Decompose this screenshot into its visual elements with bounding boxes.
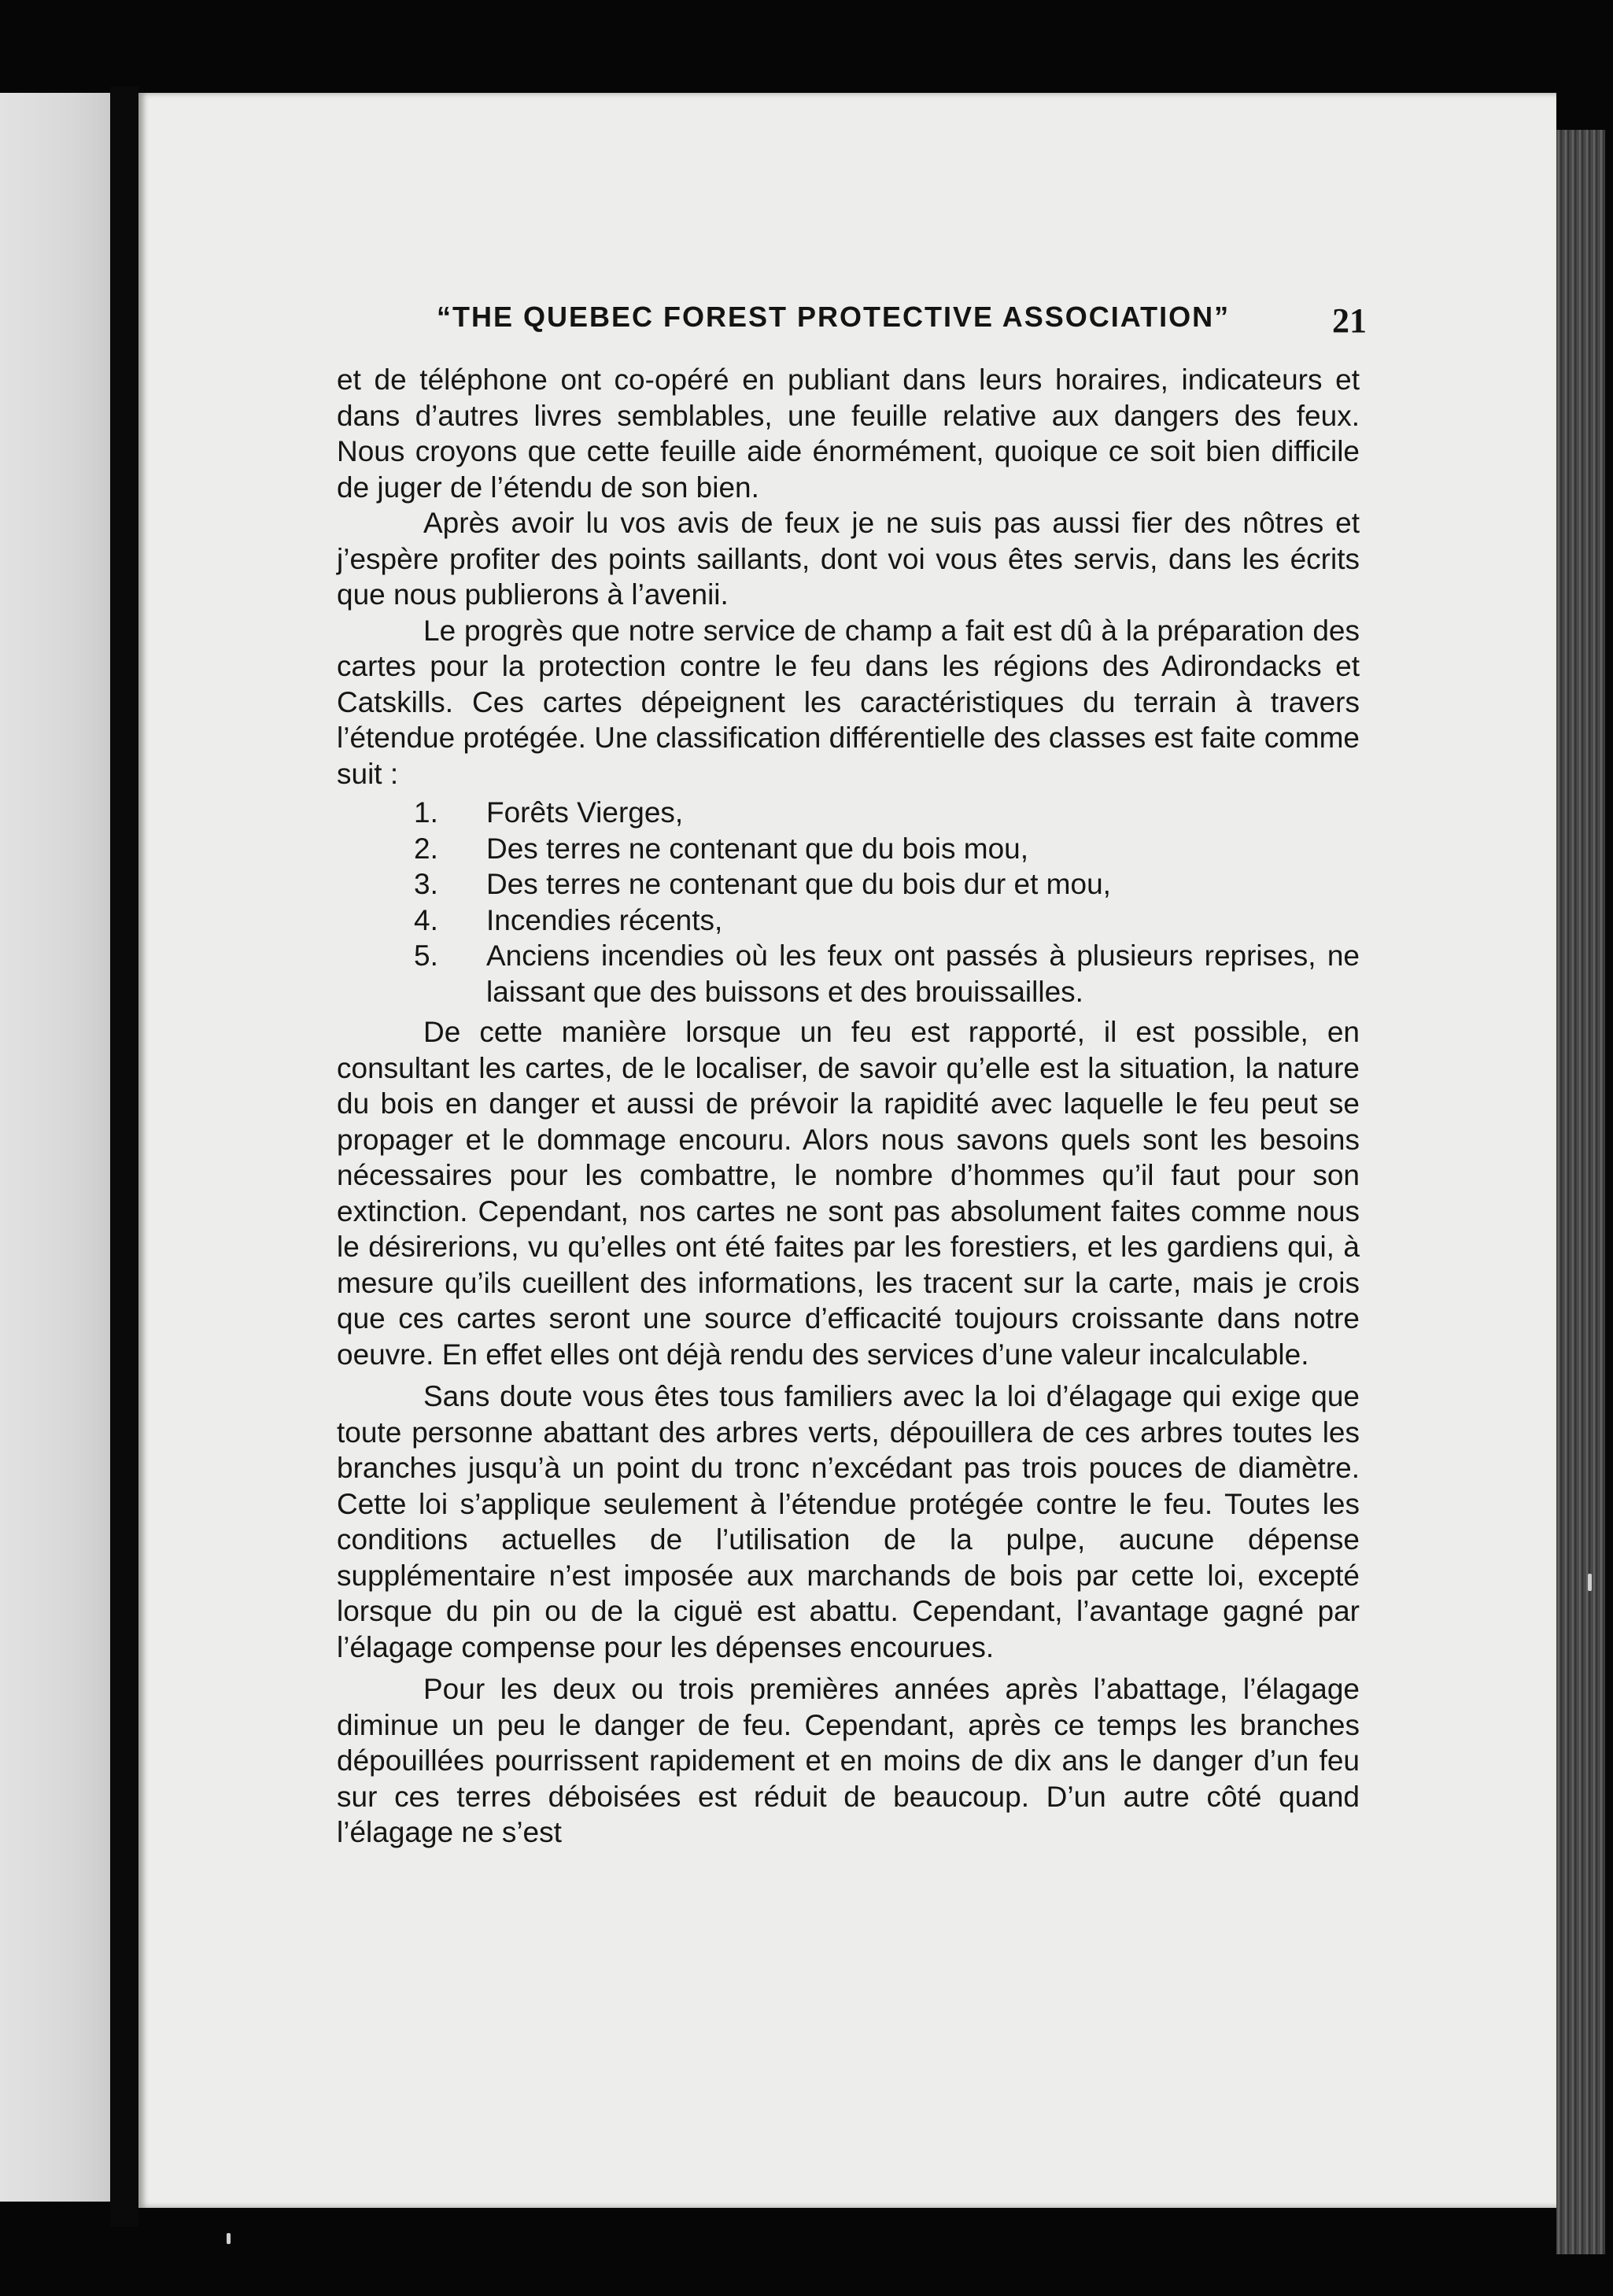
list-text: Des terres ne contenant que du bois mou,	[486, 832, 1029, 865]
page-fore-edge	[1556, 130, 1605, 2254]
list-number: 4.	[414, 903, 438, 936]
body-text	[337, 362, 1360, 1851]
book-gutter	[110, 87, 138, 2227]
scan-speck	[1588, 1574, 1592, 1591]
running-head: “THE QUEBEC FOREST PROTECTIVE ASSOCIATION”	[437, 301, 1231, 333]
list-number: 1.	[414, 796, 438, 829]
list-text: Anciens incendies où les feux ont passés à plusieurs reprises, ne laissant que des buissons et des brouissailles.	[486, 939, 1360, 1008]
facing-page-edge	[0, 93, 118, 2202]
list-item	[337, 866, 1360, 903]
classification-list	[337, 795, 1360, 1010]
list-text: Forêts Vierges,	[486, 796, 684, 829]
list-item	[337, 903, 1360, 939]
paragraph: Après avoir lu vos avis de feux je ne suis pas aussi fier des nôtres et j’espère profiter des points saillants, dont voi vous êtes servis, dans les écrits que nous publierons à l’avenii.	[337, 507, 1360, 611]
page-number: 21	[1332, 301, 1367, 340]
list-number: 3.	[414, 868, 438, 900]
paragraph: Sans doute vous êtes tous familiers avec la loi d’élagage qui exige que toute personne abattant des arbres verts, dépouillera de ces arbres toutes les branches jusqu’à un point du tronc n’excédant pas trois pouces de diamètre. Cette loi s’applique seulement à l’étendue protégée contre le feu. Toutes les conditions actuelles de l’utilisation de la pulpe, aucune dépense supplémentaire n’est imposée aux marchands de bois par cette loi, excepté lorsque du pin ou de la ciguë est abattu. Cependant, l’avantage gagné par l’élagage compense pour les dépenses encourues.	[337, 1380, 1360, 1663]
list-text: Incendies récents,	[486, 903, 723, 936]
list-text: Des terres ne contenant que du bois dur et mou,	[486, 868, 1111, 900]
list-item	[337, 831, 1360, 867]
paragraph: De cette manière lorsque un feu est rapporté, il est possible, en consultant les cartes, de le localiser, de savoir qu’elle est la situation, la nature du bois en danger et aussi de prévoir la rapidité avec laquelle le feu peut se propager et le dommage encouru. Alors nous savons quels sont les besoins nécessaires pour les combattre, le nombre d’hommes qu’il faut pour son extinction. Cependant, nos cartes ne sont pas absolument faites comme nous le désirerions, vu qu’elles ont été faites par les forestiers, et les gardiens qui, à mesure qu’ils cueillent des informations, les tracent sur la carte, mais je crois que ces cartes seront une source d’efficacité toujours croissante dans notre oeuvre. En effet elles ont déjà rendu des services d’une valeur incalculable.	[337, 1016, 1360, 1371]
paragraph: Pour les deux ou trois premières années après l’abattage, l’élagage diminue un peu le danger de feu. Cependant, après ce temps les branches dépouillées pourrissent rapidement et en moins de dix ans le danger d’un feu sur ces terres déboisées est réduit de beaucoup. D’un autre côté quand l’élagage ne s’est	[337, 1673, 1360, 1848]
scan-speck	[227, 2233, 231, 2244]
paragraph: Le progrès que notre service de champ a fait est dû à la préparation des cartes pour la protection contre le feu dans les régions des Adirondacks et Catskills. Ces cartes dépeignent les caractéristiques du terrain à travers l’étendue protégée. Une classification différentielle des classes est faite comme suit :	[337, 614, 1360, 790]
list-number: 5.	[414, 939, 438, 972]
list-item	[337, 938, 1360, 1010]
paragraph: et de téléphone ont co-opéré en publiant dans leurs horaires, indicateurs et dans d’autres livres semblables, une feuille relative aux dangers des feux. Nous croyons que cette feuille aide énormément, quoique ce soit bien difficile de juger de l’étendu de son bien.	[337, 364, 1360, 504]
list-item	[337, 795, 1360, 831]
list-number: 2.	[414, 832, 438, 865]
